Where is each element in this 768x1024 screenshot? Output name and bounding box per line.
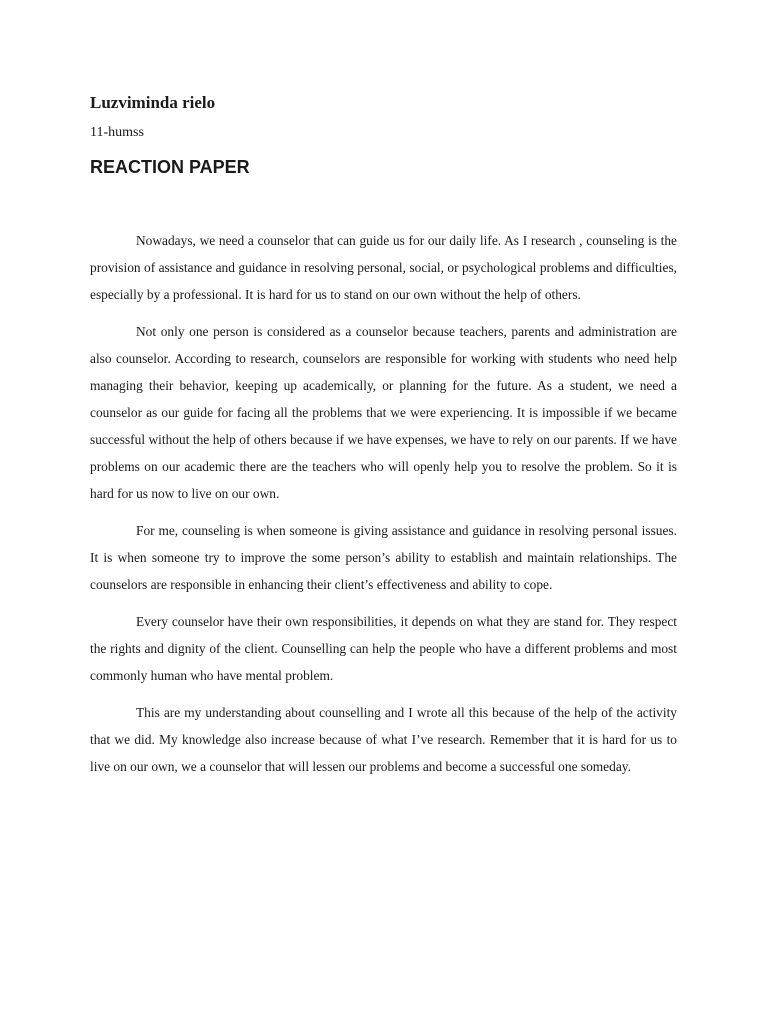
paragraph-3: For me, counseling is when someone is giving assistance and guidance in resolving personal issues. It is when someone try to improve the some person’s ability to establish and maintain relationships. The counselors are responsible in enhancing their client’s effectiveness and ability to cope. (90, 523, 677, 592)
author-name: Luzviminda rielo (90, 93, 216, 112)
paragraph-5: This are my understanding about counselling and I wrote all this because of the help of the activity that we did. My knowledge also increase because of what I’ve research. Remember that it is hard for us to live on our own, we a counselor that will lessen our problems and become a successful one someday. (90, 705, 677, 774)
document-title: REACTION PAPER (90, 157, 250, 177)
paragraph-2: Not only one person is considered as a counselor because teachers, parents and administration are also counselor. According to research, counselors are responsible for working with students who need help managing their behavior, keeping up academically, or planning for the future. As a student, we need a counselor as our guide for facing all the problems that we were experiencing. It is impossible if we became successful without the help of others because if we have expenses, we have to rely on our parents. If we have problems on our academic there are the teachers who will openly help you to resolve the problem. So it is hard for us now to live on our own. (90, 324, 677, 501)
paragraph-1: Nowadays, we need a counselor that can guide us for our daily life. As I research , counseling is the provision of assistance and guidance in resolving personal, social, or psychological problems and difficulties, especially by a professional. It is hard for us to stand on our own without the help of others. (90, 233, 677, 302)
document-body (90, 227, 677, 790)
class-section: 11-humss (90, 125, 144, 140)
paragraph-4: Every counselor have their own responsibilities, it depends on what they are stand for. They respect the rights and dignity of the client. Counselling can help the people who have a different problems and most commonly human who have mental problem. (90, 614, 677, 683)
